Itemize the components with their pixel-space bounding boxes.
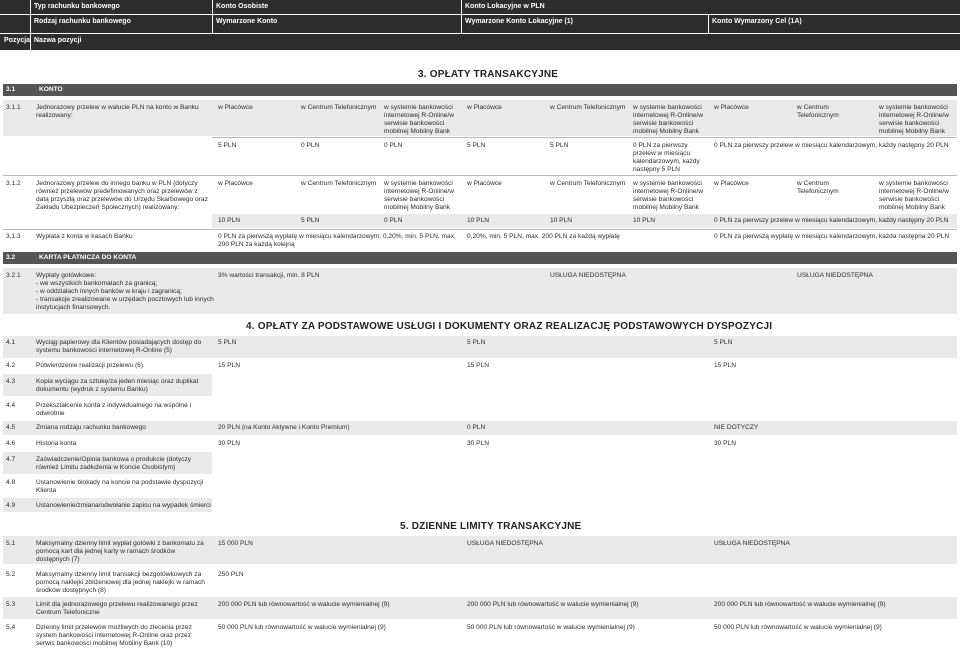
channel-label: w Placówce bbox=[714, 180, 749, 187]
row-number: 3.1.3 bbox=[6, 233, 21, 240]
fee-value: 10 PLN bbox=[218, 217, 240, 224]
row-number: 3.1.2 bbox=[6, 180, 21, 187]
row-description: Zaświadczenie/Opinia bankowa o produkcie (dotyczy również Limitu zadłużenia w Koncie Osobistym) bbox=[36, 456, 192, 472]
header-col-wymarzone-lokacyjne: Wymarzone Konto Lokacyjne (1) bbox=[465, 18, 574, 25]
fee-value: 5 PLN bbox=[467, 339, 486, 346]
fee-value: 30 PLN bbox=[218, 440, 240, 447]
header-col-wymarzony-cel: Konto Wymarzony Cel (1A) bbox=[712, 18, 802, 25]
limit-value: 50 000 PLN lub równowartość w walucie wymienialnej (9) bbox=[467, 624, 635, 631]
channel-label: w Centrum Telefonicznym bbox=[550, 180, 626, 187]
fee-value: 0 PLN za pierwszy przelew w miesiącu kalendarzowym, każdy następny 5 PLN bbox=[633, 142, 700, 174]
limit-value: 50 000 PLN lub równowartość w walucie wymienialnej (9) bbox=[714, 624, 882, 631]
fee-value: 10 PLN bbox=[550, 217, 572, 224]
fee-value: 20 PLN (na Konto Aktywne i Konto Premium) bbox=[218, 424, 350, 431]
fee-value: USŁUGA NIEDOSTĘPNA bbox=[550, 272, 626, 279]
row-description: Wypłaty gotówkowe: - we wszystkich bankomatach za granicą; - w oddziałach innych banków w kraju i zagranicą; - transakcje zrealizowane w urzędach pocztowych lub innych instytucjach finansowych. bbox=[36, 272, 214, 312]
fee-value: 0 PLN za pierwszą wypłatę w miesiącu kalendarzowym, każda następna 20 PLN bbox=[714, 233, 950, 240]
channel-label: w systemie bankowości internetowej R-Online/w serwisie bankowości mobilnej Mobilny Bank bbox=[633, 180, 703, 212]
header-row-columns bbox=[0, 34, 960, 50]
bar-label: KARTA PŁATNICZA DO KONTA bbox=[39, 254, 137, 261]
fee-value: USŁUGA NIEDOSTĘPNA bbox=[797, 272, 873, 279]
fee-value: 5 PLN bbox=[301, 217, 320, 224]
row-description: Ustanowienie blokady na koncie na podstawie dyspozycji Klienta bbox=[36, 479, 204, 495]
fee-value: 0 PLN bbox=[301, 142, 320, 149]
row-description: Jednorazowy przelew do innego banku w PLN (dotyczy również przelewów predefiniowanych oraz przelewów z datą przyszłą oraz przelewów do Urzędu Skarbowego oraz Zakładu Ubezpieczeń Społecznych) realizowany: bbox=[36, 180, 208, 212]
channel-label: w Centrum Telefonicznym bbox=[797, 180, 839, 196]
limit-value: USŁUGA NIEDOSTĘPNA bbox=[467, 540, 543, 547]
fee-value: 0 PLN za pierwszą wypłatę w miesiącu kalendarzowym; 0,20%, min. 5 PLN, max. 200 PLN za każdą kolejną bbox=[218, 233, 456, 249]
fee-value: 15 PLN bbox=[218, 362, 240, 369]
header-col-wymarzone-konto: Wymarzone Konto bbox=[216, 18, 278, 25]
header-label: Typ rachunku bankowego bbox=[34, 3, 120, 10]
channel-label: w systemie bankowości internetowej R-Online/w serwisie bankowości mobilnej Mobilny Bank bbox=[879, 180, 949, 212]
limit-value: 50 000 PLN lub równowartość w walucie wymienialnej (9) bbox=[218, 624, 386, 631]
limit-value: 200 000 PLN lub równowartość w walucie wymienialnej (9) bbox=[714, 601, 886, 608]
channel-label: w systemie bankowości internetowej R-Online/w serwisie bankowości mobilnej Mobilny Bank bbox=[384, 180, 454, 212]
fee-value: 0 PLN bbox=[384, 142, 403, 149]
fee-value: 0,20%, min. 5 PLN, max. 200 PLN za każdą wypłatę bbox=[467, 233, 620, 240]
row-number: 5.4 bbox=[6, 624, 16, 631]
row-description: Maksymalny dzienny limit wypłat gotówki z bankomatu za pomocą kart dla jednej karty w ramach środków dostępnych (7) bbox=[36, 540, 204, 564]
header-nazwa-pozycji: Nazwa pozycji bbox=[34, 37, 82, 44]
bar-number: 3.2 bbox=[6, 254, 16, 261]
fee-value: 15 PLN bbox=[714, 362, 736, 369]
header-pozycja: Pozycja bbox=[4, 37, 31, 44]
fee-value: 10 PLN bbox=[633, 217, 655, 224]
channel-label: w Placówce bbox=[467, 180, 502, 187]
header-col-konto-lokacyjne: Konto Lokacyjne w PLN bbox=[465, 3, 545, 10]
row-number: 5.3 bbox=[6, 601, 16, 608]
row-description: Maksymalny dzienny limit transakcji bezgotówkowych za pomocą naklejki zbliżeniowej dla jednej naklejki w ramach środków dostępnych (8) bbox=[36, 571, 205, 595]
channel-label: w Centrum Telefonicznym bbox=[550, 104, 626, 111]
channel-label: w systemie bankowości internetowej R-Online/w serwisie bankowości mobilnej Mobilny Bank bbox=[633, 104, 703, 136]
row-number: 4.8 bbox=[6, 479, 16, 486]
fee-value: 0 PLN bbox=[384, 217, 403, 224]
fee-value: 5 PLN bbox=[467, 142, 486, 149]
fee-value: 5 PLN bbox=[550, 142, 569, 149]
row-number: 3.1.1 bbox=[6, 104, 21, 111]
row-description: Potwierdzenie realizacji przelewu (6) bbox=[36, 362, 144, 369]
row-number: 4.2 bbox=[6, 362, 16, 369]
row-description: Limit dla jednorazowego przelewu realizowanego przez Centrum Telefoniczne bbox=[36, 601, 198, 617]
channel-label: w Centrum Telefonicznym bbox=[301, 180, 377, 187]
row-description: Zmiana rodzaju rachunku bankowego bbox=[36, 424, 146, 431]
section-bar-konto bbox=[3, 84, 957, 96]
section-5-title: 5. DZIENNE LIMITY TRANSAKCYJNE bbox=[400, 521, 582, 532]
row-number: 4.1 bbox=[6, 339, 16, 346]
channel-label: w Placówce bbox=[218, 104, 253, 111]
header-col-konto-osobiste: Konto Osobiste bbox=[216, 3, 269, 10]
row-description: Wypłata z konta w kasach Banku bbox=[36, 233, 133, 240]
limit-value: 250 PLN bbox=[218, 571, 244, 578]
row-description: Kopia wyciągu za sztukę/za jeden miesiąc oraz duplikat dokumentu (wydruk z systemu Banku) bbox=[36, 378, 199, 394]
limit-value: 200 000 PLN lub równowartość w walucie wymienialnej (9) bbox=[218, 601, 390, 608]
limit-value: 200 000 PLN lub równowartość w walucie wymienialnej (9) bbox=[467, 601, 639, 608]
section-4-title: 4. OPŁATY ZA PODSTAWOWE USŁUGI I DOKUMENTY ORAZ REALIZACJĘ PODSTAWOWYCH DYSPOZYCJI bbox=[246, 321, 773, 332]
row-description: Historia konta bbox=[36, 440, 77, 447]
bar-number: 3.1 bbox=[6, 86, 16, 93]
fee-value: 30 PLN bbox=[714, 440, 736, 447]
channel-label: w Centrum Telefonicznym bbox=[301, 104, 377, 111]
section-bar-karta bbox=[3, 252, 957, 264]
fee-value: 15 PLN bbox=[467, 362, 489, 369]
row-description: Dzienny limit przelewów możliwych do zlecenia przez system bankowości internetowej R-Online oraz przez serwis bankowości mobilnej Mobilny Bank (10) bbox=[36, 624, 192, 648]
fee-value: 0 PLN za pierwszy przelew w miesiącu kalendarzowym, każdy następny 20 PLN bbox=[714, 217, 949, 224]
row-number: 4.4 bbox=[6, 402, 16, 409]
row-description: Przekształcenie konta z indywidualnego na wspólne i odwrotnie bbox=[36, 402, 192, 418]
row-number: 4.6 bbox=[6, 440, 16, 447]
row-description: Wyciąg papierowy dla Klientów posiadających dostęp do systemu bankowości internetowej R-Online (5) bbox=[36, 339, 202, 355]
channel-label: w Placówce bbox=[218, 180, 253, 187]
limit-value: USŁUGA NIEDOSTĘPNA bbox=[714, 540, 790, 547]
row-number: 4.5 bbox=[6, 424, 16, 431]
section-3-title: 3. OPŁATY TRANSAKCYJNE bbox=[418, 69, 559, 80]
row-number: 5.1 bbox=[6, 540, 16, 547]
channel-label: w systemie bankowości internetowej R-Online/w serwisie bankowości mobilnej Mobilny Bank bbox=[384, 104, 454, 136]
fee-value: 0 PLN bbox=[467, 424, 486, 431]
fee-value: 5 PLN bbox=[218, 339, 237, 346]
channel-label: w Placówce bbox=[467, 104, 502, 111]
fee-value: 30 PLN bbox=[467, 440, 489, 447]
row-number: 5.2 bbox=[6, 571, 16, 578]
fee-value: 3% wartości transakcji, min. 8 PLN bbox=[218, 272, 320, 279]
row-description: Ustanowienie/zmiana/odwołanie zapisu na wypadek śmierci bbox=[36, 502, 211, 509]
row-description: Jednorazowy przelew w walucie PLN na konto w Banku realizowany: bbox=[36, 104, 199, 120]
channel-label: w Centrum Telefonicznym bbox=[797, 104, 839, 120]
header-row-account-type bbox=[0, 0, 960, 14]
fee-value: 10 PLN bbox=[467, 217, 489, 224]
fee-value: 5 PLN bbox=[714, 339, 733, 346]
header-row-account-kind bbox=[0, 15, 960, 33]
row-number: 4.7 bbox=[6, 456, 16, 463]
channel-label: w Placówce bbox=[714, 104, 749, 111]
limit-value: 15 000 PLN bbox=[218, 540, 253, 547]
fee-value: 5 PLN bbox=[218, 142, 237, 149]
fee-value: 0 PLN za pierwszy przelew w miesiącu kalendarzowym, każdy następny 20 PLN bbox=[714, 142, 949, 149]
row-number: 4.9 bbox=[6, 502, 16, 509]
bar-label: KONTO bbox=[39, 86, 63, 93]
header-label: Rodzaj rachunku bankowego bbox=[34, 18, 131, 25]
fee-value: NIE DOTYCZY bbox=[714, 424, 759, 431]
channel-label: w systemie bankowości internetowej R-Online/w serwisie bankowości mobilnej Mobilny Bank bbox=[879, 104, 949, 136]
row-number: 3.2.1 bbox=[6, 272, 21, 279]
row-number: 4.3 bbox=[6, 378, 16, 385]
